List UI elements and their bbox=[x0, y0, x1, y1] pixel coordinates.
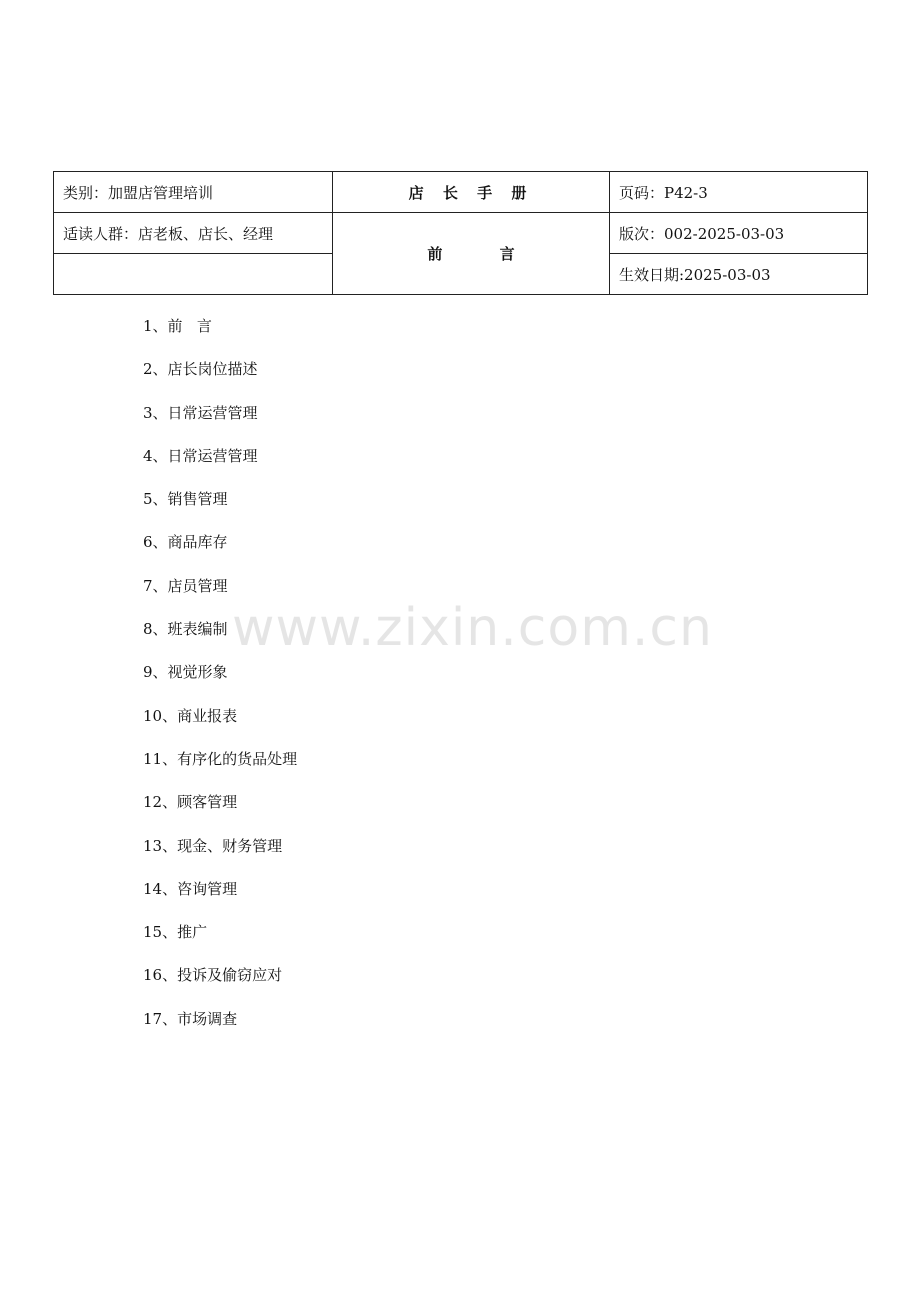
manual-title: 店 长 手 册 bbox=[333, 172, 610, 213]
toc-item: 11、有序化的货品处理 bbox=[143, 749, 298, 768]
toc-item: 16、投诉及偷窃应对 bbox=[143, 966, 283, 985]
toc-item: 6、商品库存 bbox=[143, 533, 228, 552]
toc-item: 12、顾客管理 bbox=[143, 793, 238, 812]
toc-item: 17、市场调查 bbox=[143, 1009, 238, 1028]
section-title: 前 言 bbox=[333, 213, 610, 295]
toc-item: 10、商业报表 bbox=[143, 706, 238, 725]
effective-date-cell: 生效日期:2025-03-03 bbox=[610, 254, 868, 295]
empty-cell bbox=[54, 254, 333, 295]
toc-item: 7、店员管理 bbox=[143, 576, 228, 595]
toc-item: 5、销售管理 bbox=[143, 490, 228, 509]
toc-item: 8、班表编制 bbox=[143, 620, 228, 639]
table-of-contents bbox=[143, 312, 297, 1048]
toc-item: 13、现金、财务管理 bbox=[143, 836, 283, 855]
toc-item: 15、推广 bbox=[143, 923, 208, 942]
document-header-table bbox=[53, 171, 868, 295]
toc-item: 9、视觉形象 bbox=[143, 663, 228, 682]
category-cell: 类别：加盟店管理培训 bbox=[54, 172, 333, 213]
toc-item: 14、咨询管理 bbox=[143, 879, 238, 898]
version-cell: 版次：002-2025-03-03 bbox=[610, 213, 868, 254]
audience-cell: 适读人群：店老板、店长、经理 bbox=[54, 213, 333, 254]
page-code-cell: 页码：P42-3 bbox=[610, 172, 868, 213]
toc-item: 3、日常运营管理 bbox=[143, 403, 258, 422]
toc-item: 4、日常运营管理 bbox=[143, 446, 258, 465]
watermark: www.zixin.com.cn bbox=[232, 598, 713, 658]
toc-item: 2、店长岗位描述 bbox=[143, 360, 258, 379]
toc-item: 1、前 言 bbox=[143, 317, 212, 335]
